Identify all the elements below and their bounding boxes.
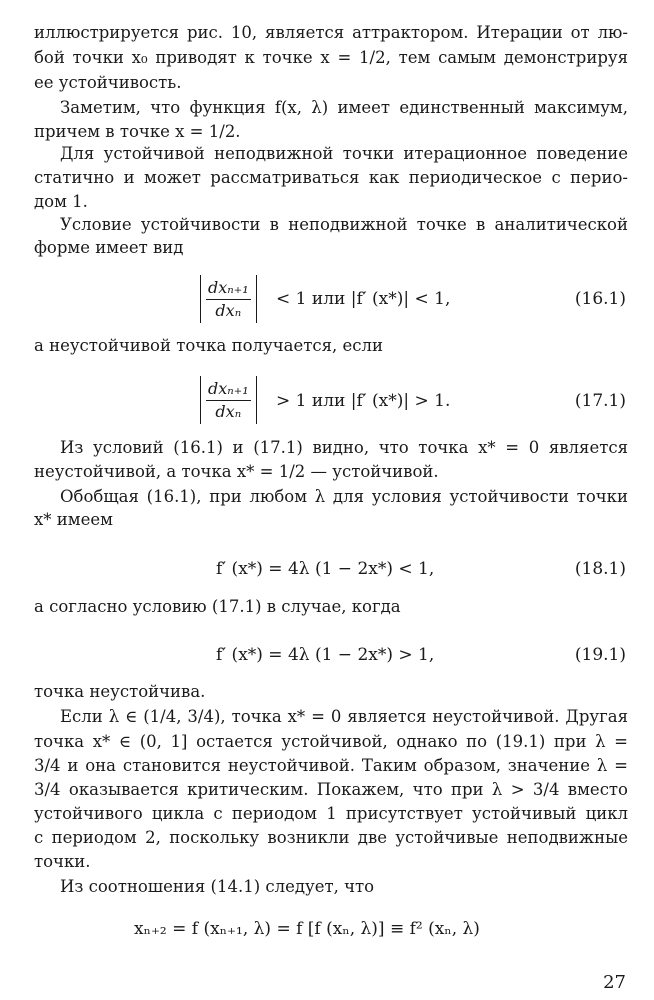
text-line: 3/4 и она становится неустойчивой. Таким образом, значение λ = xyxy=(34,756,628,775)
text-line: Если λ ∈ (1/4, 3/4), точка x* = 0 является неустойчивой. Другая xyxy=(60,707,628,726)
equation-18: f′ (x*) = 4λ (1 − 2x*) < 1, xyxy=(216,559,435,579)
page-number: 27 xyxy=(603,972,626,993)
text-line: 3/4 оказывается критическим. Покажем, что при λ > 3/4 вместо xyxy=(34,780,628,799)
equation-16-fraction xyxy=(200,275,257,323)
text-line: точки. xyxy=(34,852,91,871)
text-line: с периодом 2, поскольку возникли две устойчивые неподвижные xyxy=(34,828,628,847)
text-line: Обобщая (16.1), при любом λ для условия устойчивости точки xyxy=(60,487,628,506)
text-line: Для устойчивой неподвижной точки итерационное поведение xyxy=(60,144,628,163)
text-line: Условие устойчивости в неподвижной точке в аналитической xyxy=(60,215,628,234)
text-line: дом 1. xyxy=(34,192,88,211)
fraction-denominator: dxₙ xyxy=(215,300,242,320)
text-line: статично и может рассматриваться как периодическое с перио- xyxy=(34,168,628,187)
text-line: форме имеет вид xyxy=(34,238,184,257)
text-line: иллюстрируется рис. 10, является аттрактором. Итерации от лю- xyxy=(34,23,628,42)
text-line: а неустойчивой точка получается, если xyxy=(34,336,383,355)
equation-18-number: (18.1) xyxy=(574,559,626,579)
text-line: x* имеем xyxy=(34,510,113,529)
fraction-numerator: dxₙ₊₁ xyxy=(206,278,251,300)
text-line: точка x* ∈ (0, 1] остается устойчивой, однако по (19.1) при λ = xyxy=(34,732,628,751)
equation-17-rest: > 1 или |f′ (x*)| > 1. xyxy=(276,391,451,411)
equation-17-number: (17.1) xyxy=(574,391,626,411)
text-line: причем в точке x = 1/2. xyxy=(34,122,241,141)
equation-19: f′ (x*) = 4λ (1 − 2x*) > 1, xyxy=(216,645,435,665)
fraction-denominator: dxₙ xyxy=(215,401,242,421)
equation-iteration: xₙ₊₂ = f (xₙ₊₁, λ) = f [f (xₙ, λ)] ≡ f² (xₙ, λ) xyxy=(134,919,480,939)
text-line: Из условий (16.1) и (17.1) видно, что точка x* = 0 является xyxy=(60,438,628,457)
text-line: а согласно условию (17.1) в случае, когда xyxy=(34,597,401,616)
equation-19-number: (19.1) xyxy=(574,645,626,665)
text-line: Заметим, что функция f(x, λ) имеет единственный максимум, xyxy=(60,98,628,117)
text-line: бой точки x₀ приводят к точке x = 1/2, тем самым демонстрируя xyxy=(34,48,628,67)
text-line: устойчивого цикла с периодом 1 присутствует устойчивый цикл xyxy=(34,804,628,823)
equation-16-rest: < 1 или |f′ (x*)| < 1, xyxy=(276,289,451,309)
text-line: Из соотношения (14.1) следует, что xyxy=(60,877,375,896)
fraction-numerator: dxₙ₊₁ xyxy=(206,379,251,401)
text-line: ее устойчивость. xyxy=(34,73,182,92)
text-line: точка неустойчива. xyxy=(34,682,206,701)
equation-16-number: (16.1) xyxy=(574,289,626,309)
equation-17-fraction xyxy=(200,376,257,424)
text-line: неустойчивой, а точка x* = 1/2 — устойчивой. xyxy=(34,462,439,481)
